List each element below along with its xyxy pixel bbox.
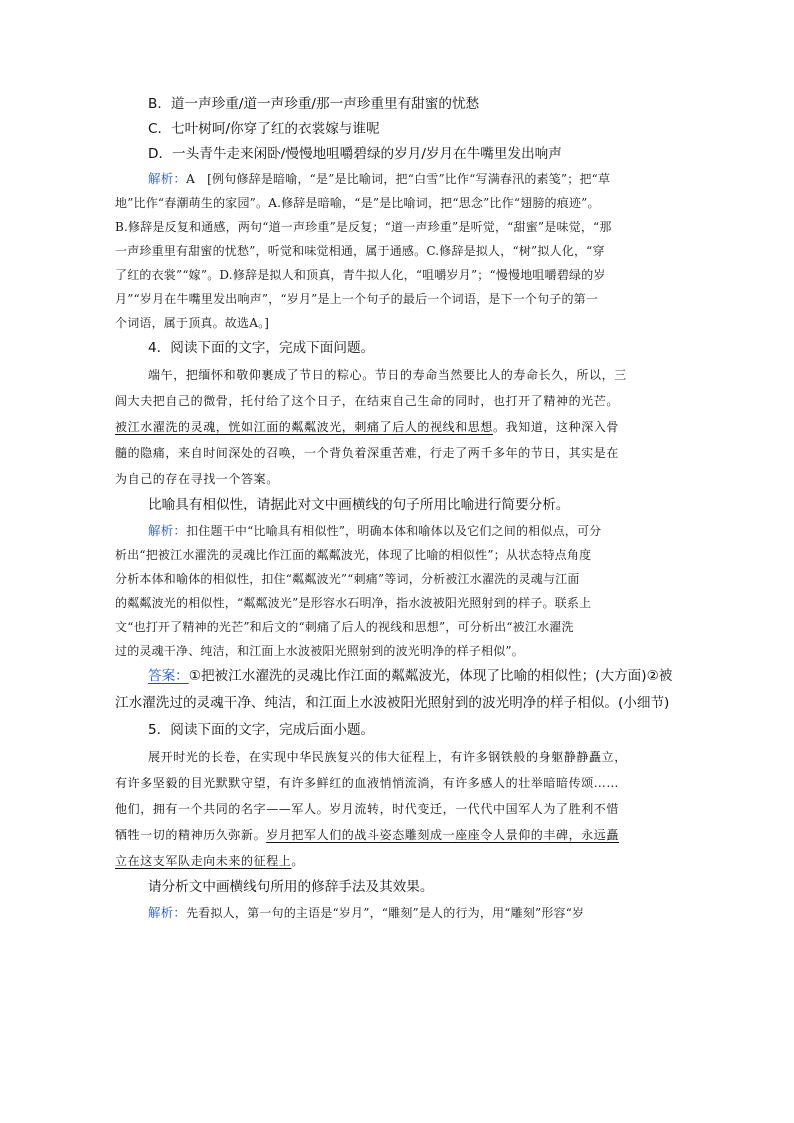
q3-explanation-line-2: 地”比作“春潮萌生的家园”。A.修辞是暗喻，“是”是比喻词，把“思念”比作“翅膀的痕迹”。 xyxy=(115,196,600,210)
q3-explanation-text-1: A [例句修辞是暗喻，“是”是比喻词，把“白雪”比作“写满春汛的素笺”；把“草 xyxy=(186,172,611,186)
q4-passage-line-4: 髓的隐痛，来自时间深处的召唤，一个背负着深重苦难，行走了两千多年的节日，其实是在 xyxy=(115,446,620,460)
document-page xyxy=(115,92,683,925)
q5-passage-line-3: 他们，拥有一个共同的名字——军人。岁月流转，时代变迁，一代代中国军人为了胜利不惜 xyxy=(115,802,620,816)
q3-explanation-line-3: B.修辞是反复和通感，两句“道一声珍重”是反复；“道一声珍重”是听觉，“甜蜜”是味觉，“那 xyxy=(115,220,612,234)
q3-explanation-line-6: 月”“岁月在牛嘴里发出响声”，“岁月”是上一个句子的最后一个词语，是下一个句子的第一 xyxy=(115,292,599,306)
q4-explanation-line-2: 析出“把被江水濯洗的灵魂比作江面的粼粼波光，体现了比喻的相似性”；从状态特点角度 xyxy=(115,548,592,562)
q5-passage-line-2: 有许多坚毅的目光默默守望，有许多鲜红的血液悄悄流淌，有许多感人的壮举暗暗传颂…… xyxy=(115,776,620,790)
q4-title: 4．阅读下面的文字，完成下面问题。 xyxy=(148,340,375,356)
q4-explanation-line-1 xyxy=(115,519,683,543)
q4-explanation-line-6: 过的灵魂干净、纯洁，和江面上水波被阳光照射到的波光明净的样子相似”。 xyxy=(115,644,524,658)
explanation-tag: 解析： xyxy=(148,171,187,186)
q5-passage xyxy=(115,744,683,874)
q3-explanation-line-5: 了红的衣裳”“嫁”。D.修辞是拟人和顶真，青牛拟人化，“咀嚼岁月”；“慢慢地咀嚼碧绿的岁 xyxy=(115,268,606,282)
option-b: B．道一声珍重/道一声珍重/那一声珍重里有甜蜜的忧愁 xyxy=(148,96,480,112)
answer-tag: 答案： xyxy=(148,668,189,684)
q5-explanation-text-1: 先看拟人，第一句的主语是“岁月”，“雕刻”是人的行为，用“雕刻”形容“岁 xyxy=(186,906,585,920)
q4-underlined-sentence: 被江水濯洗的灵魂，恍如江面的粼粼波光，刺痛了后人的视线和思想 xyxy=(115,420,494,434)
q4-explanation-text-1: 扣住题干中“比喻具有相似性”，明确本体和喻体以及它们之间的相似点，可分 xyxy=(186,524,602,538)
q4-answer-text: ①把被江水濯洗的灵魂比作江面的粼粼波光，体现了比喻的相似性；(大方面)②被江水濯洗过的灵魂干净、纯洁，和江面上水波被阳光照射到的波光明净的样子相似。(小细节) xyxy=(115,668,673,711)
q4-passage-line-1: 端午，把缅怀和敬仰裹成了节日的粽心。节日的寿命当然要比人的寿命长久，所以，三 xyxy=(148,368,627,382)
q5-passage-line-1: 展开时光的长卷，在实现中华民族复兴的伟大征程上，有许多钢铁般的身躯静静矗立， xyxy=(148,750,627,764)
q3-explanation xyxy=(115,167,683,335)
q5-explanation-line-1 xyxy=(115,901,683,925)
q5-underlined-sentence-cont: 立在这支军队走向未来的征程上 xyxy=(115,854,292,868)
q4-explanation-line-4: 的粼粼波光的相似性，“粼粼波光”是形容水石明净，指水波被阳光照射到的样子。联系上 xyxy=(115,596,592,610)
q4-question: 比喻具有相似性，请据此对文中画横线的句子所用比喻进行简要分析。 xyxy=(148,497,570,513)
option-c: C．七叶树呵/你穿了红的衣裳嫁与谁呢 xyxy=(148,121,380,137)
q3-explanation-line-7: 个词语，属于顶真。故选A。] xyxy=(115,316,270,330)
q5-passage-line-5 xyxy=(115,848,683,874)
q4-explanation-line-3: 分析本体和喻体的相似性，扣住“粼粼波光”“刺痛”等词，分析被江水濯洗的灵魂与江面 xyxy=(115,572,580,586)
q4-passage xyxy=(115,362,683,492)
q3-explanation-line-1 xyxy=(115,167,683,191)
q5-passage-text-5: 。 xyxy=(291,854,305,868)
q4-passage-line-2: 闾大夫把自己的微骨，托付给了这个日子，在结束自己生命的同时，也打开了精神的光芒。 xyxy=(115,394,620,408)
explanation-tag: 解析： xyxy=(148,905,187,920)
q5-underlined-sentence: 岁月把军人们的战斗姿态雕刻成一座座令人景仰的丰碑，永远矗 xyxy=(266,828,620,842)
q5-title: 5．阅读下面的文字，完成后面小题。 xyxy=(148,722,375,738)
q5-question: 请分析文中画横线句所用的修辞手法及其效果。 xyxy=(148,879,434,895)
q5-passage-text-4: 牺牲一切的精神历久弥新。 xyxy=(115,828,267,842)
q4-passage-line-3 xyxy=(115,414,683,440)
explanation-tag: 解析： xyxy=(148,523,187,538)
q4-explanation xyxy=(115,519,683,663)
q4-passage-line-5: 为自己的存在寻找一个答案。 xyxy=(115,472,279,486)
q4-explanation-line-5: 文“也打开了精神的光芒”和后文的“刺痛了后人的视线和思想”，可分析出“被江水濯洗 xyxy=(115,620,574,634)
q4-passage-text-3: 。我知道，这种深入骨 xyxy=(493,420,620,434)
q5-passage-line-4 xyxy=(115,822,683,848)
option-d: D．一头青牛走来闲卧/慢慢地咀嚼碧绿的岁月/岁月在牛嘴里发出响声 xyxy=(148,146,562,162)
q4-answer xyxy=(115,663,683,717)
q3-explanation-line-4: 一声珍重里有甜蜜的忧愁”，听觉和味觉相通，属于通感。C.修辞是拟人，“树”拟人化，“穿 xyxy=(115,244,605,258)
